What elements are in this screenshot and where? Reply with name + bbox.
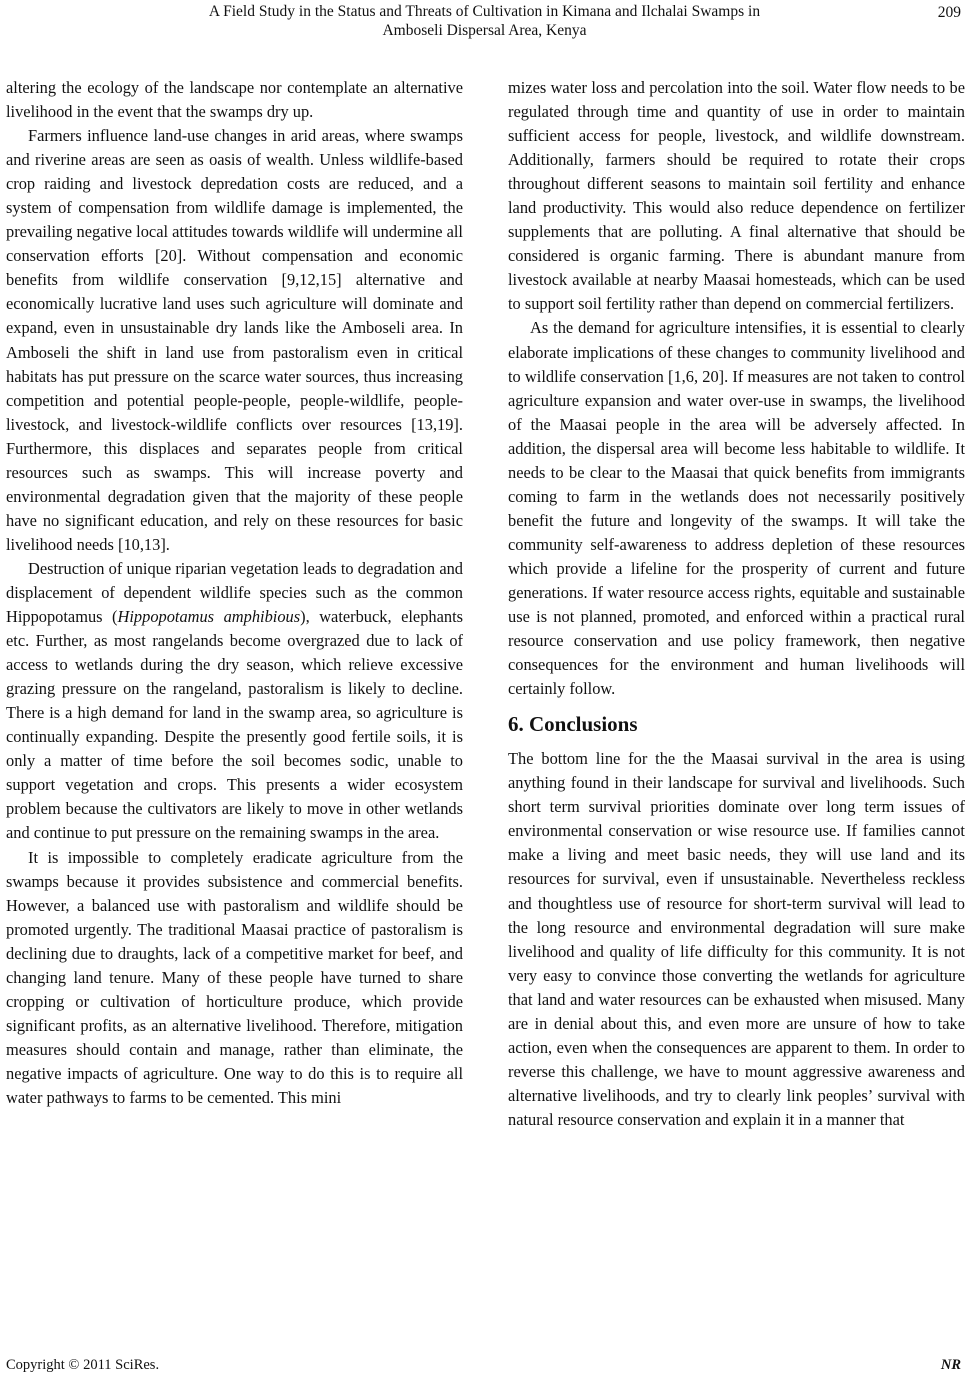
left-paragraph-3-end: ), waterbuck, elephants etc. Further, as most rangelands become overgrazed due to lack of access to wetlands during the dry season, which relieve excessive grazing pressure on the rangeland, pastoralism is likely to decline. There is a high demand for land in the swamp area, so agriculture is continually expanding. Despite the presently good fertile soils, it is only a matter of time before the soil becomes sodic, unable to support vegetation and crops. This presents a wider ecosystem problem because the cultivators are likely to move in other wetlands and continue to put pressure on the remaining swamps in the area. — [6, 607, 464, 843]
footer-journal: NR — [940, 1357, 961, 1373]
page-number: 209 — [937, 4, 961, 21]
running-header — [0, 2, 969, 42]
right-column — [508, 76, 965, 1132]
left-column — [6, 76, 463, 1110]
left-paragraph-3 — [6, 557, 463, 846]
left-paragraph-1: altering the ecology of the landscape nor contemplate an alternative livelihood in the event that the swamps dry up. — [6, 78, 463, 122]
left-paragraph-2: Farmers influence land-use changes in arid areas, where swamps and riverine areas are seen as oasis of wealth. Unless wildlife-based crop raiding and livestock depredation costs are reduced, and a system of compensation from wildlife damage is implemented, the prevailing negative local attitudes towards wildlife will undermine all conservation efforts [20]. Without compensation and economic benefits from wildlife conservation [9,12,15] alternative and economically lucrative land uses such agriculture will dominate and expand, even in unsustainable dry lands like the Amboseli area. In Amboseli the shift in land use from pastoralism even in critical habitats has put pressure on the scarce water sources, thus increasing competition and potential people-people, people-wildlife, people-livestock, and livestock-wildlife conflicts over resources [13,19]. Furthermore, this displaces and separates people from critical resources such as swamps. This will increase poverty and environmental degradation given that the majority of these people have no significant education, and rely on these resources for basic livelihood needs [10,13]. — [6, 126, 463, 554]
right-paragraph-3: The bottom line for the the Maasai survival in the area is using anything found in their landscape for survival and livelihoods. Such short term survival priorities dominate over long term issues of environmental conservation or wise resource use. If families cannot make a living and meet basic needs, they will use land and its resources for survival, even if unsustainable. Nevertheless reckless and thoughtless use of resource for short-term survival will lead to the long resource and environmental degradation will sure make livelihood and quality of life difficulty for this community. It is not very easy to convince those converting the wetlands for agriculture that land and water resources can be exhausted when misused. Many are in denial about this, and even more are unsure of how to take action, even when the consequences are apparent to them. In order to reverse this challenge, we have to mount aggressive awareness and alternative livelihoods, and try to clearly link peoples’ survival with natural resource conservation and explain it in a manner that — [508, 749, 965, 1129]
header-title-line-2: Amboseli Dispersal Area, Kenya — [382, 22, 587, 39]
right-paragraph-2: As the demand for agriculture intensifies, it is essential to clearly elaborate implications of these changes to community livelihood and to wildlife conservation [1,6, 20]. If measures are not taken to control agriculture expansion and water over-use in swamps, the livelihood of the Maasai people in the area will be adversely affected. In addition, the dispersal area will become less habitable to wildlife. It needs to be clear to the Maasai that quick benefits from immigrants coming to farm in the wetlands does not necessarily positively benefit the future and longevity of the swamps. It will take the community self-awareness to address depletion of these resources which provide a lifeline for the prosperity of current and future generations. If water resource access rights, equitable and sustainable use is not planned, promoted, and enforced within a practical rural resource conservation and use policy framework, then negative consequences for the environment and human livelihoods will certainly follow. — [508, 318, 965, 699]
footer-copyright: Copyright © 2011 SciRes. — [6, 1357, 160, 1373]
running-header-title — [100, 2, 869, 40]
section-heading-conclusions: 6. Conclusions — [508, 712, 638, 737]
right-paragraph-1: mizes water loss and percolation into the soil. Water flow needs to be regulated through time and quantity of use in order to maintain sufficient access for people, livestock, and wildlife downstream. Additionally, farmers should be required to rotate their crops throughout different seasons to maintain soil fertility and enhance land productivity. This would also reduce dependence on fertilizer supplements that are polluting. A final alternative that should be considered is organic farming. There is abundant manure from livestock available at nearby Maasai homesteads, which can be used to support soil fertility rather than depend on commercial fertilizers. — [508, 78, 965, 314]
header-title-line-1: A Field Study in the Status and Threats of Cultivation in Kimana and Ilchalai Swamps in — [208, 3, 761, 20]
left-paragraph-4: It is impossible to completely eradicate agriculture from the swamps because it provides subsistence and commercial benefits. However, a balanced use with pastoralism and wildlife should be promoted urgently. The traditional Maasai practice of pastoralism is declining due to draughts, lack of a competitive market for beef, and changing land tenure. Many of these people have turned to share cropping or cultivation of horticulture produce, which provide significant profits, as an alternative livelihood. Therefore, mitigation measures should contain and manage, rather than eliminate, the negative impacts of agriculture. One way to do this is to require all water pathways to farms to be cemented. This mini — [6, 847, 463, 1107]
species-name: Hippopotamus amphibious — [117, 607, 301, 627]
left-paragraph-3-start: Destruction of unique riparian vegetation leads to degradation and displacement of dependent wildlife species such as the common Hippopotamus ( — [6, 558, 463, 627]
